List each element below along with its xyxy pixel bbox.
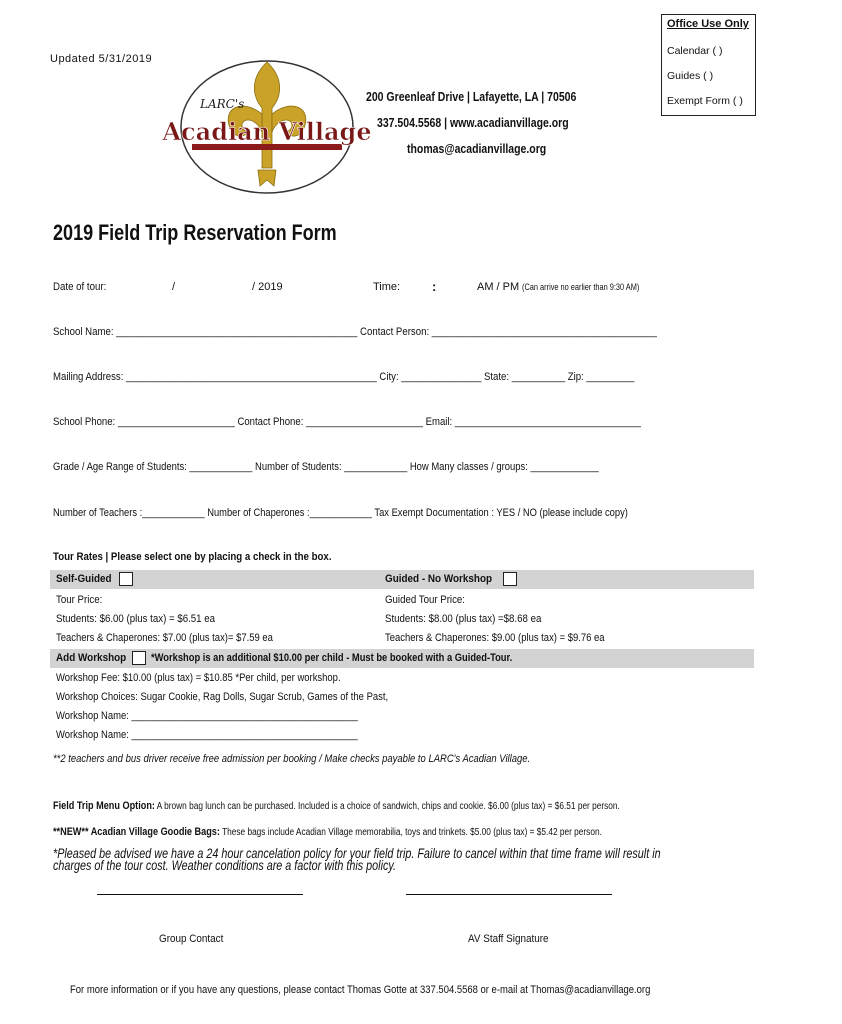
office-use-box [661, 14, 756, 116]
ampm-label: AM / PM (Can arrive no earlier than 9:30 AM) [477, 281, 640, 293]
staff-signature-label: AV Staff Signature [468, 933, 549, 945]
cancellation-policy: *Pleased be advised we have a 24 hour cancelation policy for your field trip. Failure to cancel within that time frame will result in charges of the tour cost. Weather conditions are a factor with this policy. [53, 845, 661, 873]
add-workshop-option: Add Workshop [56, 652, 127, 664]
self-guided-option: Self-Guided [56, 573, 112, 585]
self-guided-price-label: Tour Price: [56, 594, 103, 606]
workshop-fee: Workshop Fee: $10.00 (plus tax) = $10.85 *Per child, per workshop. [56, 672, 341, 684]
guided-teachers-price: Teachers & Chaperones: $9.00 (plus tax) = $9.76 ea [385, 632, 605, 644]
self-guided-students-price: Students: $6.00 (plus tax) = $6.51 ea [56, 613, 216, 625]
self-guided-teachers-price: Teachers & Chaperones: $7.00 (plus tax)= $7.59 ea [56, 632, 273, 644]
acadian-village-logo [162, 58, 372, 196]
goodie-bags: **NEW** Acadian Village Goodie Bags: These bags include Acadian Village memorabilia, toys and trinkets. $5.00 (plus tax) = $5.42 per person. [53, 826, 602, 838]
date-slash-1: / [172, 281, 176, 293]
office-calendar: Calendar ( ) [667, 45, 723, 57]
guided-no-workshop-checkbox[interactable] [503, 572, 517, 586]
office-exempt-form: Exempt Form ( ) [667, 95, 743, 107]
logo-name-text: Acadian Village [162, 117, 372, 146]
teachers-chaperones-row[interactable]: Number of Teachers :____________ Number of Chaperones :____________ Tax Exempt Documentation : YES / NO (please include copy) [53, 507, 628, 519]
phone-email-row[interactable]: School Phone: ______________________ Contact Phone: ______________________ Email: ___________________________________ [53, 416, 641, 428]
tour-rates-header: Tour Rates | Please select one by placing a check in the box. [53, 551, 332, 563]
date-slash-year: / 2019 [252, 281, 283, 293]
group-contact-label: Group Contact [159, 933, 224, 945]
free-admission-note: **2 teachers and bus driver receive free admission per booking / Make checks payable to LARC's Acadian Village. [53, 753, 531, 765]
workshop-choices: Workshop Choices: Sugar Cookie, Rag Dolls, Sugar Scrub, Games of the Past, [56, 691, 389, 703]
staff-signature-line[interactable] [406, 894, 612, 895]
workshop-note: *Workshop is an additional $10.00 per child - Must be booked with a Guided-Tour. [151, 652, 513, 664]
logo-larcs-text: LARC's [200, 97, 245, 111]
school-name-row[interactable]: School Name: _____________________________________________ Contact Person: __________________________________________ [53, 326, 657, 338]
add-workshop-checkbox[interactable] [132, 651, 146, 665]
form-title: 2019 Field Trip Reservation Form [53, 220, 337, 245]
address-line-1: 200 Greenleaf Drive | Lafayette, LA | 70506 [366, 90, 577, 104]
time-label: Time: [373, 281, 401, 293]
guided-no-workshop-option: Guided - No Workshop [385, 573, 493, 585]
office-use-title: Office Use Only [667, 18, 749, 30]
arrive-note: (Can arrive no earlier than 9:30 AM) [522, 282, 640, 292]
updated-date: Updated 5/31/2019 [50, 53, 153, 65]
date-of-tour-label: Date of tour: [53, 281, 107, 293]
footer-contact: For more information or if you have any questions, please contact Thomas Gotte at 337.504.5568 or e-mail at Thomas@acadianvillage.org [70, 984, 651, 996]
menu-option: Field Trip Menu Option: A brown bag lunch can be purchased. Included is a choice of sandwich, chips and cookie. $6.00 (plus tax) = $6.51 per person. [53, 800, 620, 812]
address-email: thomas@acadianvillage.org [407, 142, 547, 156]
time-colon: : [432, 279, 437, 294]
group-contact-signature-line[interactable] [97, 894, 303, 895]
grade-students-row[interactable]: Grade / Age Range of Students: ____________ Number of Students: ____________ How Many classes / groups: _____________ [53, 461, 599, 473]
address-line-2: 337.504.5568 | www.acadianvillage.org [377, 116, 569, 130]
workshop-name-1[interactable]: Workshop Name: ___________________________________________ [56, 710, 358, 722]
office-guides: Guides ( ) [667, 70, 714, 82]
guided-price-label: Guided Tour Price: [385, 594, 465, 606]
mailing-address-row[interactable]: Mailing Address: _______________________________________________ City: _______________ State: __________ Zip: _________ [53, 371, 635, 383]
self-guided-checkbox[interactable] [119, 572, 133, 586]
guided-students-price: Students: $8.00 (plus tax) =$8.68 ea [385, 613, 542, 625]
workshop-name-2[interactable]: Workshop Name: ___________________________________________ [56, 729, 358, 741]
